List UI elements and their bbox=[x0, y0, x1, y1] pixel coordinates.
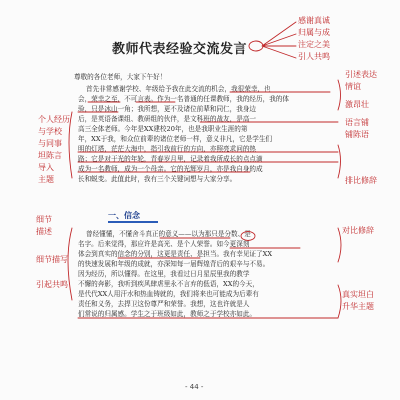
section-line: 们常说的归属感。学生之于班级如此，教师之于学校亦如此。 bbox=[78, 310, 257, 318]
text-line: 路；它是对于光的年轮，青春岁月里，记录着我所成长的点点滴 bbox=[78, 155, 263, 163]
text-line: 高三全体老师。今年是XX建校20年，也是我职业生涯的第 bbox=[78, 125, 248, 133]
section-heading: 一、信念 bbox=[108, 211, 140, 220]
handwritten-note: 个人经历 bbox=[38, 115, 70, 124]
handwritten-note: 细节 bbox=[36, 215, 52, 224]
text-line: 长和蜕变。此值此时，我有三个关键词想与大家分享。 bbox=[78, 175, 237, 183]
text-line: 后，是英语备课组、教研组的伙伴，是文科班的战友，是高一 bbox=[78, 115, 257, 123]
page-title: 教师代表经验交流发言 bbox=[112, 42, 248, 57]
handwritten-note: 激昂壮 bbox=[345, 100, 369, 109]
handwritten-note: 引起共鸣 bbox=[36, 280, 68, 289]
handwritten-note: 归属与成 bbox=[298, 28, 330, 37]
handwritten-note: 情谊 bbox=[345, 82, 361, 91]
section-line: 责任和义务，去捍卫这份尊严和荣誉。我想，这也许就是人 bbox=[78, 300, 250, 308]
text-line: 年，XX于我，和众位前辈的诸位老师一样，意义非凡，它是学生们 bbox=[78, 135, 273, 143]
section-line: 因为经历，所以懂得。在这里，我看过日月星辰里我的教学 bbox=[78, 270, 250, 278]
section-line: 是代代XX人用汗水和热血铸就的，我们将来也可能成为后辈有 bbox=[78, 290, 259, 298]
text-line: 成为一名教师，成为一个母亲。它的光辉岁月，亦是我自身的成 bbox=[78, 165, 263, 173]
handwritten-note: 主题 bbox=[38, 175, 54, 184]
handwritten-note: 引述表达 bbox=[345, 70, 377, 79]
section-line: 的快速发展和年级的成就，亦深知每一届辉煌背后的艰辛与不易。 bbox=[78, 260, 270, 268]
handwritten-note: 细节描写 bbox=[36, 255, 68, 264]
page-number: - 44 - bbox=[185, 383, 204, 391]
handwritten-note: 坦陈言 bbox=[38, 151, 62, 160]
handwritten-note: 注定之美 bbox=[298, 40, 330, 49]
section-line: 曾经懂懂，不懂舍斗真正的意义——以为那只是分数、是 bbox=[86, 230, 251, 238]
handwritten-note: 铺陈语 bbox=[345, 130, 369, 139]
section-line: 名字。后来觉得，那应许是高光、是个人荣誉。如今更深刻 bbox=[78, 240, 250, 248]
text-line: 验，只是冰山一角；我所想，更不及诸位前辈和同仁，我身边 bbox=[78, 105, 257, 113]
text-line: 会，荣幸之至，不可言表。作为一名普通的任课教师，我的经历，我的体 bbox=[78, 95, 289, 103]
section-line: 不懈的奔影，我听到疾风肆虐里永不言弃的低语，XX的今天， bbox=[78, 280, 259, 288]
text-line: 尊敬的各位老师，大家下午好！ bbox=[74, 73, 167, 81]
handwritten-note: 导入 bbox=[38, 163, 54, 172]
text-line: 明的灯塔，茫茫大海中，指引我前行的方向，亦照亮求问的热 bbox=[78, 145, 257, 153]
handwritten-note: 引人共鸣 bbox=[298, 52, 330, 61]
handwritten-note: 与学校 bbox=[38, 127, 62, 136]
section-line: 体会到真实的信念的分别，这更是责任、是担当。我有幸见证了XX bbox=[78, 250, 273, 258]
handwritten-note: 与同事 bbox=[38, 139, 62, 148]
handwritten-note: 真实坦白 bbox=[342, 290, 374, 299]
section-underline bbox=[108, 221, 158, 223]
handwritten-note: 描述 bbox=[36, 227, 52, 236]
handwritten-note: 升华主题 bbox=[342, 302, 374, 311]
handwritten-note: 对比修辞 bbox=[342, 226, 374, 235]
handwritten-note: 语言铺 bbox=[345, 118, 369, 127]
handwritten-note: 排比修辞 bbox=[345, 176, 377, 185]
handwritten-note: 感谢真诚 bbox=[298, 16, 330, 25]
text-line: 首先非常感谢学校、年级给予我在此交流的机会，我很荣幸，也 bbox=[86, 85, 271, 93]
